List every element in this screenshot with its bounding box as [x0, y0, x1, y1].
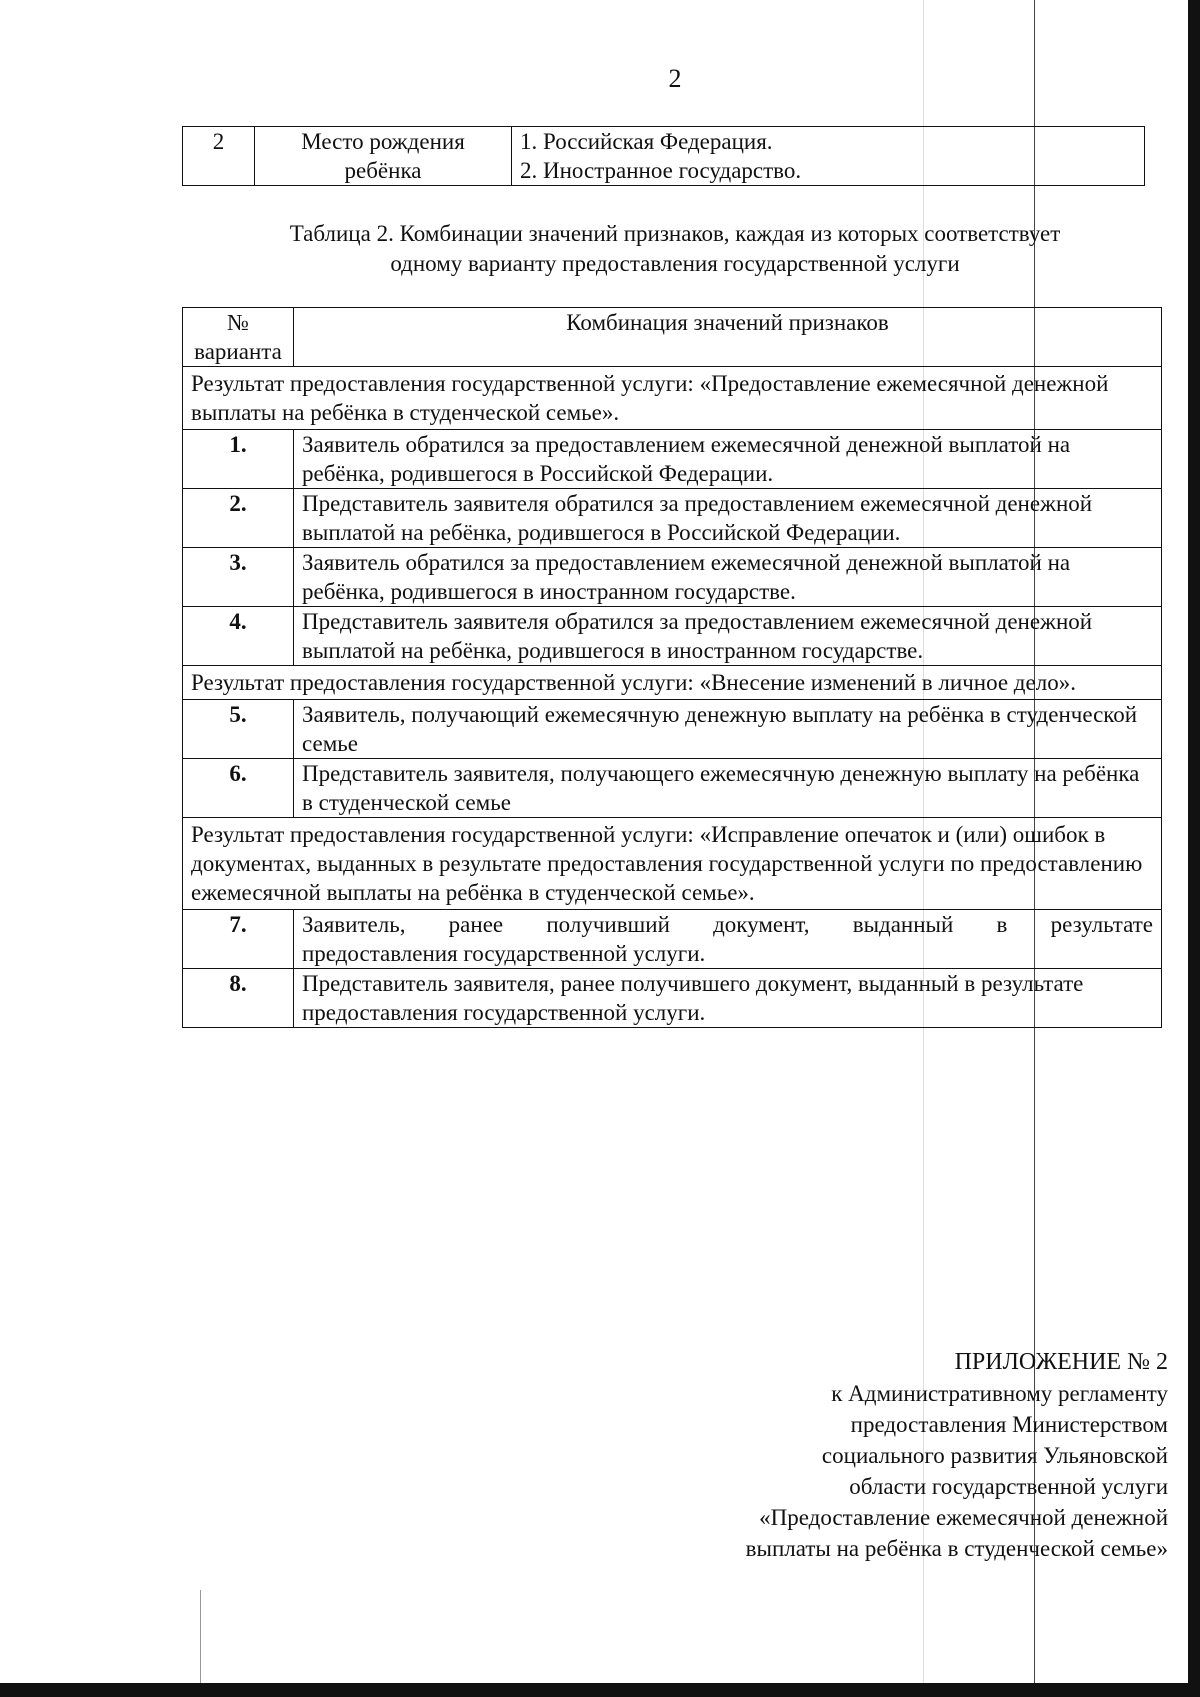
- table-header-row: [183, 308, 1162, 367]
- variant-number: 3.: [183, 548, 294, 607]
- variants-table: [182, 307, 1162, 1028]
- feature-value: 2. Иностранное государство.: [520, 158, 802, 183]
- variant-number: 6.: [183, 759, 294, 818]
- group-row: [183, 367, 1162, 430]
- variant-text: Заявитель обратился за предоставлением ежемесячной денежной выплатой на ребёнка, родившегося в иностранном государстве.: [294, 548, 1162, 607]
- table-row: [183, 430, 1162, 489]
- table-row: [183, 969, 1162, 1028]
- caption-line: одному варианту предоставления государственной услуги: [390, 251, 960, 276]
- page-number: 2: [668, 64, 682, 93]
- appendix-line: «Предоставление ежемесячной денежной: [759, 1505, 1168, 1530]
- table-row: [183, 607, 1162, 666]
- variant-text: Представитель заявителя, ранее получившего документ, выданный в результате предоставления государственной услуги.: [294, 969, 1162, 1028]
- variant-number: 7.: [183, 910, 294, 969]
- scan-edge-right: [1188, 0, 1200, 1697]
- variant-number: 1.: [183, 430, 294, 489]
- appendix-block: [528, 1347, 1168, 1564]
- group-result: Результат предоставления государственной услуги: «Внесение изменений в личное дело».: [183, 666, 1162, 700]
- header-variant-number: № варианта: [183, 308, 294, 367]
- table-row: [183, 489, 1162, 548]
- variant-text: Представитель заявителя обратился за предоставлением ежемесячной денежной выплатой на ребёнка, родившегося в иностранном государстве.: [294, 607, 1162, 666]
- variant-number: 5.: [183, 700, 294, 759]
- variant-text-line: Заявитель, ранее получивший документ, выданный в результате: [302, 912, 1153, 937]
- variant-text: Заявитель, получающий ежемесячную денежную выплату на ребёнка в студенческой семье: [294, 700, 1162, 759]
- variant-text: Заявитель обратился за предоставлением ежемесячной денежной выплатой на ребёнка, родившегося в Российской Федерации.: [294, 430, 1162, 489]
- scan-artifact-line: [200, 1590, 201, 1683]
- header-combination: Комбинация значений признаков: [294, 308, 1162, 367]
- variant-number: 8.: [183, 969, 294, 1028]
- variant-number: 2.: [183, 489, 294, 548]
- group-result: Результат предоставления государственной услуги: «Предоставление ежемесячной денежной выплаты на ребёнка в студенческой семье».: [183, 367, 1162, 430]
- appendix-line: предоставления Министерством: [850, 1412, 1168, 1437]
- variant-text: Представитель заявителя обратился за предоставлением ежемесячной денежной выплатой на ребёнка, родившегося в Российской Федерации.: [294, 489, 1162, 548]
- feature-values: [512, 127, 1145, 186]
- appendix-heading: ПРИЛОЖЕНИЕ № 2: [954, 1349, 1168, 1375]
- table-row: [183, 548, 1162, 607]
- appendix-line: социального развития Ульяновской: [821, 1443, 1168, 1468]
- features-table: [182, 126, 1145, 186]
- group-result: Результат предоставления государственной услуги: «Исправление опечаток и (или) ошибок в документах, выданных в результате предоставления государственной услуги по предоставлению ежемесячной выплаты на ребёнка в студенческой семье».: [183, 818, 1162, 910]
- feature-number: 2: [183, 127, 255, 186]
- table-row: [183, 759, 1162, 818]
- variant-text-line: предоставления государственной услуги.: [302, 941, 706, 966]
- appendix-line: выплаты на ребёнка в студенческой семье»: [745, 1536, 1168, 1561]
- group-row: [183, 818, 1162, 910]
- feature-value: 1. Российская Федерация.: [520, 129, 773, 154]
- table-row: [183, 700, 1162, 759]
- caption-line: Таблица 2. Комбинации значений признаков, каждая из которых соответствует: [289, 221, 1061, 246]
- variant-text: Представитель заявителя, получающего ежемесячную денежную выплату на ребёнка в студенческой семье: [294, 759, 1162, 818]
- appendix-line: области государственной услуги: [849, 1474, 1168, 1499]
- table-row: [183, 127, 1145, 186]
- appendix-line: к Административному регламенту: [831, 1381, 1168, 1406]
- table-row: [183, 910, 1162, 969]
- feature-name: Место рождения ребёнка: [255, 127, 512, 186]
- table-caption: [195, 219, 1155, 279]
- variant-text: [294, 910, 1162, 969]
- group-row: [183, 666, 1162, 700]
- variant-number: 4.: [183, 607, 294, 666]
- scan-edge-bottom: [0, 1683, 1200, 1697]
